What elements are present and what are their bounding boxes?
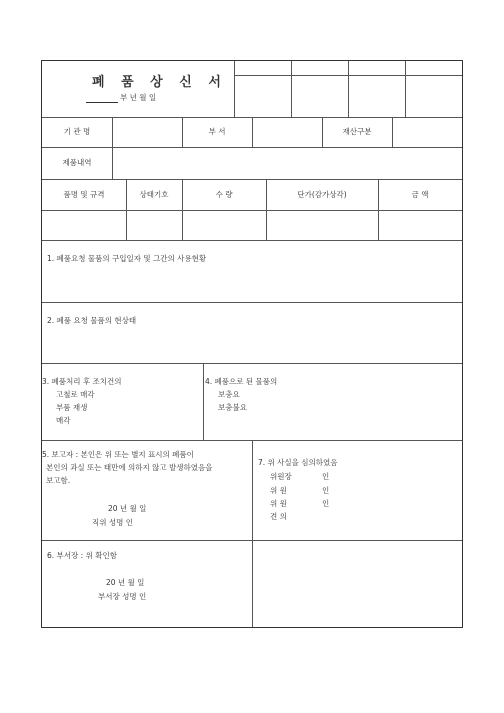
- col-divider: [378, 179, 379, 240]
- col-divider: [405, 61, 406, 117]
- section-5-line: 본인의 과실 또는 태만에 의하지 않고 발생하였음을: [46, 463, 213, 472]
- agency-label: 기 관 명: [63, 127, 91, 136]
- section-4-item: 보충불요: [218, 403, 247, 412]
- col-name-spec: 품명 및 규격: [63, 190, 105, 199]
- section-2-text: 2. 폐품 요청 물품의 현상태: [47, 316, 137, 325]
- section-4-item: 보충요: [218, 390, 240, 399]
- section-6-signature: 부서장 성명 인: [98, 592, 147, 601]
- section-3-item: 매각: [56, 416, 71, 425]
- col-unit-price: 단가(감가상각): [297, 190, 347, 199]
- committee-role: 견 의: [270, 512, 287, 521]
- row-divider: [234, 75, 462, 76]
- row-divider: [42, 363, 462, 364]
- col-divider: [348, 61, 349, 117]
- col-divider: [126, 179, 127, 240]
- committee-seal: 인: [322, 499, 330, 508]
- section-7-heading: 7. 위 사실을 심의하였음: [258, 458, 338, 467]
- form-title: 폐 품 상 신 서: [92, 75, 227, 90]
- row-divider: [42, 240, 462, 241]
- disposal-request-form: [41, 60, 463, 628]
- section-5-signature: 직위 성명 인: [92, 518, 133, 527]
- section-3-item: 고철로 매각: [56, 390, 95, 399]
- col-condition-code: 상태기호: [139, 190, 169, 199]
- property-class-label: 재산구분: [342, 127, 372, 136]
- committee-role: 위원장: [270, 472, 292, 481]
- col-divider: [252, 440, 253, 627]
- col-divider: [112, 147, 113, 179]
- col-divider: [392, 117, 393, 147]
- col-divider: [252, 117, 253, 147]
- section-3-item: 부품 재생: [56, 403, 88, 412]
- col-divider: [291, 61, 292, 117]
- col-divider: [234, 61, 235, 117]
- section-1-text: 1. 폐품요청 물품의 구입일자 및 그간의 사용현황: [47, 254, 207, 263]
- col-divider: [203, 363, 204, 440]
- section-3-heading: 3. 폐품처리 후 조치건의: [42, 377, 122, 386]
- section-4-heading: 4. 폐품으로 된 물품의: [205, 377, 278, 386]
- date-line-text: 부 년 월 일: [120, 93, 157, 102]
- col-divider: [112, 117, 113, 147]
- row-divider: [42, 179, 462, 180]
- row-divider: [42, 210, 462, 211]
- section-5-line: 5. 보고자 : 본인은 위 또는 별지 표시의 폐품이: [42, 450, 194, 459]
- section-5-line: 보고함.: [46, 476, 71, 485]
- committee-role: 위 원: [270, 486, 287, 495]
- committee-seal: 인: [322, 486, 330, 495]
- committee-role: 위 원: [270, 499, 287, 508]
- material-label: 제품내역: [62, 158, 92, 167]
- blank-underline: [86, 94, 118, 103]
- date-line: [86, 93, 156, 103]
- section-6-heading: 6. 부서장 : 위 확인함: [47, 551, 117, 560]
- col-divider: [182, 179, 183, 240]
- committee-seal: 인: [322, 472, 330, 481]
- section-5-date: 20 년 월 일: [108, 504, 147, 513]
- row-divider: [42, 147, 462, 148]
- department-label: 부 서: [208, 127, 226, 136]
- section-6-date: 20 년 월 일: [106, 578, 145, 587]
- col-amount: 금 액: [411, 190, 429, 199]
- row-divider: [42, 302, 462, 303]
- col-quantity: 수 량: [215, 190, 233, 199]
- col-divider: [266, 179, 267, 240]
